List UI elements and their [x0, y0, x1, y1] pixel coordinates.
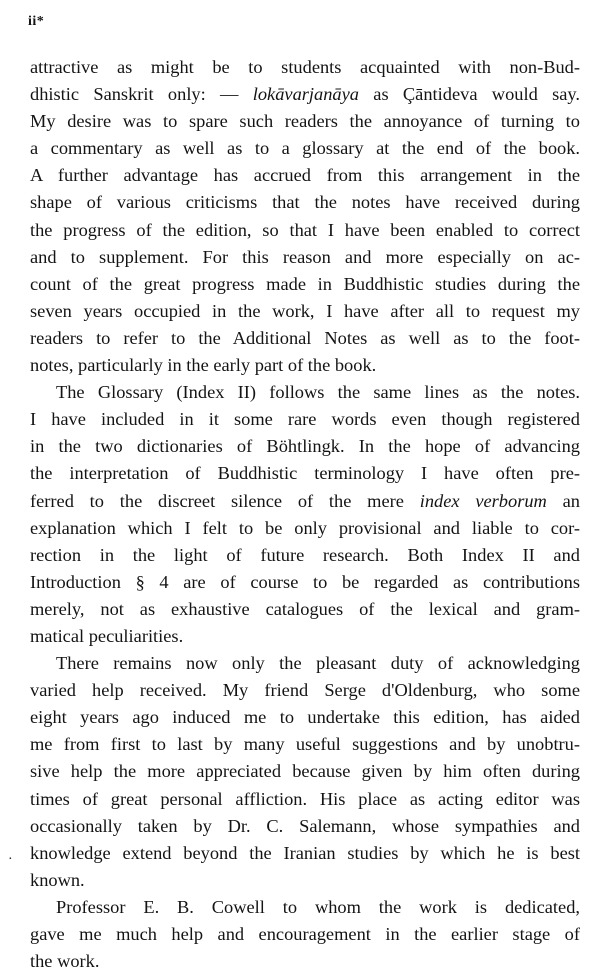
text-run: The Glossary (Index II) follows the same lines as the notes. [56, 382, 580, 403]
text-run: Professor E. B. Cowell to whom the work is dedicated, [56, 896, 580, 917]
text-run: merely, not as exhaustive catalogues of the lexical and gram- [30, 598, 580, 619]
text-line [30, 813, 580, 840]
text-line [30, 569, 580, 596]
text-run: known. [30, 869, 85, 890]
text-run: count of the great progress made in Buddhistic studies during the [30, 273, 580, 294]
text-run: shape of various criticisms that the notes have received during [30, 192, 580, 213]
text-line [30, 298, 580, 325]
text-run: occasionally taken by Dr. C. Salemann, whose sympathies and [30, 815, 580, 836]
text-line [30, 352, 580, 379]
text-run: My desire was to spare such readers the annoyance of turning to [30, 111, 580, 132]
page-number: ii* [28, 14, 45, 29]
text-run: notes, particularly in the early part of the book. [30, 355, 377, 376]
text-line [30, 217, 580, 244]
text-line [30, 379, 580, 406]
text-line [30, 786, 580, 813]
text-line [30, 54, 580, 81]
text-line [30, 758, 580, 785]
italic-phrase: index verborum [419, 490, 547, 511]
text-run: seven years occupied in the work, I have after all to request my [30, 300, 580, 321]
text-line [30, 921, 580, 948]
text-run: dhistic Sanskrit only: — [30, 84, 253, 105]
text-line [30, 948, 580, 975]
text-line [30, 325, 580, 352]
paragraph [30, 894, 580, 975]
text-run: sive help the more appreciated because given by him often during [30, 761, 580, 782]
text-run: times of great personal affliction. His place as acting editor was [30, 788, 580, 809]
text-line [30, 650, 580, 677]
text-run: an [546, 490, 580, 511]
text-line [30, 271, 580, 298]
text-line [30, 244, 580, 271]
text-run: varied help received. My friend Serge d'Oldenburg, who some [30, 680, 580, 701]
text-line [30, 731, 580, 758]
text-run: me from first to last by many useful suggestions and by unobtru- [30, 734, 580, 755]
text-run: attractive as might be to students acquainted with non-Bud- [30, 57, 580, 77]
paragraph [30, 650, 580, 894]
text-run: A further advantage has accrued from this arrangement in the [30, 165, 580, 186]
text-run: the interpretation of Buddhistic terminology I have often pre- [30, 463, 580, 484]
text-line [30, 840, 580, 867]
text-run: in the two dictionaries of Böhtlingk. In the hope of advancing [30, 436, 580, 457]
text-line [30, 433, 580, 460]
stray-mark: · [8, 852, 13, 867]
text-line [30, 162, 580, 189]
text-run: explanation which I felt to be only provisional and liable to cor- [30, 517, 580, 538]
text-line [30, 515, 580, 542]
text-run: eight years ago induced me to undertake this edition, has aided [30, 707, 580, 728]
text-run: as Çāntideva would say. [358, 84, 580, 105]
text-line [30, 596, 580, 623]
text-run: ferred to the discreet silence of the mere [30, 490, 420, 511]
body-text [30, 54, 580, 975]
text-run: the work. [30, 951, 100, 972]
text-run: There remains now only the pleasant duty of acknowledging [56, 653, 580, 674]
text-run: matical peculiarities. [30, 625, 184, 646]
text-run: I have included in it some rare words even though registered [30, 409, 580, 430]
text-line [30, 677, 580, 704]
text-run: the progress of the edition, so that I have been enabled to correct [30, 219, 580, 240]
text-line [30, 704, 580, 731]
text-line [30, 460, 580, 487]
text-run: knowledge extend beyond the Iranian studies by which he is best [30, 842, 580, 863]
text-line [30, 81, 580, 108]
paragraph [30, 379, 580, 650]
text-line [30, 488, 580, 515]
text-line [30, 406, 580, 433]
text-line [30, 135, 580, 162]
italic-phrase: lokāvarjanāya [252, 84, 359, 105]
text-run: Introduction § 4 are of course to be regarded as contributions [30, 571, 580, 592]
paragraph [30, 54, 580, 379]
text-line [30, 189, 580, 216]
text-run: rection in the light of future research. Both Index II and [30, 544, 580, 565]
text-line [30, 623, 580, 650]
text-line [30, 894, 580, 921]
text-line [30, 108, 580, 135]
text-line [30, 542, 580, 569]
text-run: and to supplement. For this reason and more especially on ac- [30, 246, 580, 267]
text-run: gave me much help and encouragement in the earlier stage of [30, 924, 580, 944]
text-line [30, 867, 580, 894]
text-run: a commentary as well as to a glossary at the end of the book. [30, 138, 580, 159]
text-run: readers to refer to the Additional Notes as well as to the foot- [30, 327, 580, 348]
